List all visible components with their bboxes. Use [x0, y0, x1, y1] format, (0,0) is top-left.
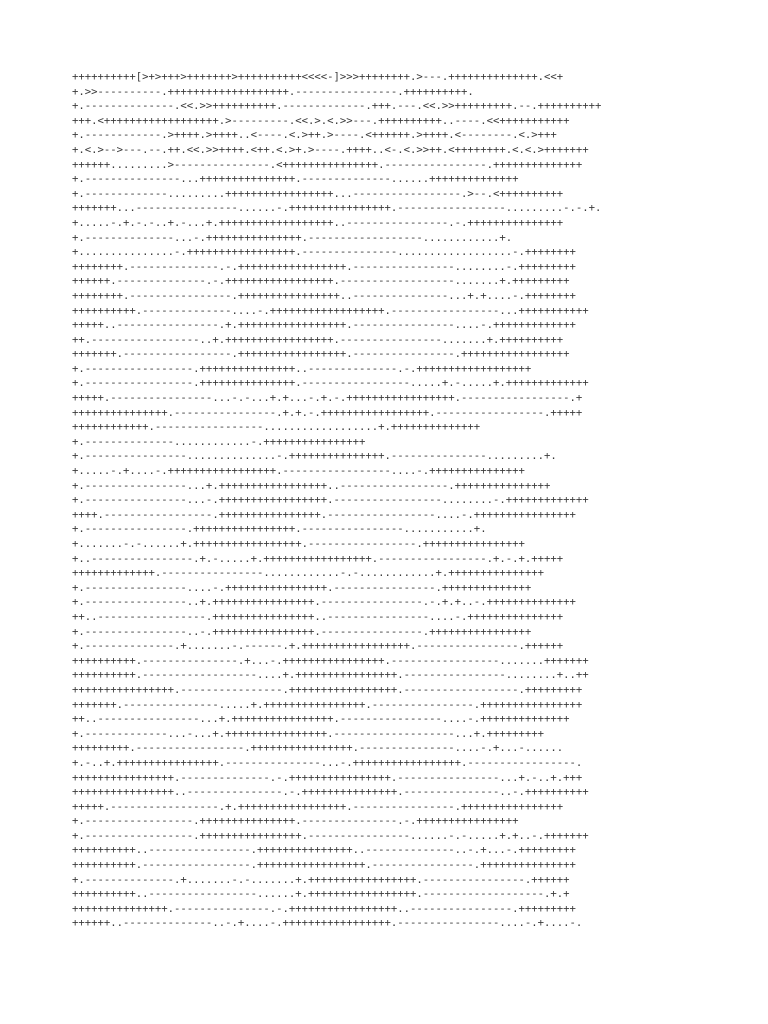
code-line: ++++++++++++++++.--------------.-.++++++++++++++++.----------------...+.-..+.+++: [72, 771, 583, 784]
code-line: ++++++++++.---------------.+...-.++++++++++++++++.-----------------.......+++++++: [72, 654, 589, 667]
code-line: ++++++.........>---------------.<+++++++++++++++.----------------.++++++++++++++: [72, 158, 583, 171]
code-line: +++++++++.-----------------.++++++++++++++++.---------------....-.+...-......: [72, 742, 564, 755]
code-line: +++++++++++++.----------------............-.-............+.+++++++++++++++: [72, 567, 544, 580]
code-line: +++++++++++++++.---------------.-.+++++++++++++++++..----------------.+++++++++: [72, 902, 576, 915]
code-line: +++++++.---------------.....+.++++++++++++++++.----------------.++++++++++++++++: [72, 698, 583, 711]
code-line: ++++++++++..-----------------......+.+++++++++++++++++.-------------------.+.+: [72, 888, 570, 901]
code-line: ++++++..--------------..-.+....-.+++++++++++++++++.----------------....-.+....-.: [72, 917, 583, 930]
code-line: ++++++++++.--------------....-.++++++++++++++++++.-----------------...+++++++++++: [72, 304, 589, 317]
code-line: ++.-----------------..+.+++++++++++++++++.----------------.......+.++++++++++: [72, 333, 564, 346]
code-line: +++++++++++++++.----------------.+.+.-.+++++++++++++++++.-----------------.+++++: [72, 406, 583, 419]
code-line: ++++++++++..----------------.+++++++++++++++..--------------..-.+...-.+++++++++: [72, 844, 576, 857]
code-line: ++++++++++++.-----------------..................+.++++++++++++++: [72, 421, 481, 434]
code-line: +++++.-----------------.+.+++++++++++++++++.----------------.++++++++++++++++: [72, 800, 564, 813]
code-line: ++..----------------...+.++++++++++++++++.----------------....-.++++++++++++++: [72, 713, 570, 726]
code-line: ++++++++.----------------.++++++++++++++++..---------------...+.+....-.++++++++: [72, 289, 576, 302]
code-line: +.-----------------.+++++++++++++++.---------------.-.++++++++++++++++: [72, 815, 519, 828]
code-line: ++++++++++.-----------------.+++++++++++++++++.----------------.+++++++++++++++: [72, 859, 576, 872]
code-line: +.----------------.++++++++++++++++.----------------...........+.: [72, 523, 487, 536]
code-line: +.....-.+.-.-..+.-...+.++++++++++++++++++..----------------.-.+++++++++++++++: [72, 216, 564, 229]
code-line: ++..-----------------.++++++++++++++++..----------------....-.+++++++++++++++: [72, 610, 564, 623]
code-line: +.----------------....-.++++++++++++++++.----------------.++++++++++++++: [72, 581, 532, 594]
code-line: ++++++++++[>+>+++>+++++++>++++++++++<<<<-]>>>++++++++.>---.++++++++++++++.<<+: [72, 71, 564, 83]
code-line: +.-------------.........+++++++++++++++++...-----------------.>--.<++++++++++: [72, 187, 564, 200]
code-line: +.----------------...+.+++++++++++++++++..-----------------.+++++++++++++++: [72, 479, 551, 492]
code-line: +++++..----------------.+.+++++++++++++++++.----------------....-.+++++++++++++: [72, 319, 576, 332]
code-line: +.----------------...-.+++++++++++++++++.-----------------........-.+++++++++++++: [72, 494, 589, 507]
code-line: +++.<++++++++++++++++++.>---------.<<.>.<.>>---.++++++++++..----.<<+++++++++++: [72, 114, 570, 127]
code-line: +.--------------............-.++++++++++++++++: [72, 435, 366, 448]
code-line: ++++++++++++++++..---------------.-.+++++++++++++++.---------------..-.++++++++++: [72, 786, 589, 799]
code-line: +.----------------..............-.+++++++++++++++.---------------.........+.: [72, 450, 557, 463]
code-line: +.....-.+....-.+++++++++++++++++.-----------------....-.+++++++++++++++: [72, 465, 525, 478]
code-line: +++++.----------------...-.-...+.+...-.+.-.+++++++++++++++++.-----------------.+: [72, 392, 583, 405]
code-line: +.-----------------.++++++++++++++++.----------------......-.-.....+.+..-.+++++++: [72, 829, 589, 842]
code-line: +..----------------.+.-.....+.+++++++++++++++++.-----------------.+.-.+.+++++: [72, 552, 564, 565]
code-line: +...............-.+++++++++++++++++.---------------..................-.++++++++: [72, 246, 576, 259]
code-line: ++++++++++.------------------....+.++++++++++++++++.----------------........+..++: [72, 669, 589, 682]
code-line: +++++++...----------------......-.++++++++++++++++.-----------------.........-.-.+.: [72, 202, 602, 215]
code-line: +.>>----------.+++++++++++++++++++.----------------.++++++++++.: [72, 85, 474, 98]
code-line: +.-------------...-...+.++++++++++++++++.-------------------...+.+++++++++: [72, 727, 544, 740]
code-line: +.-----------------.+++++++++++++++..--------------.-.++++++++++++++++++: [72, 362, 532, 375]
code-line: +.--------------.+.......-.------.+.+++++++++++++++++.----------------.++++++: [72, 640, 564, 653]
code-line: ++++.-----------------.++++++++++++++++.-----------------....-.++++++++++++++++: [72, 508, 576, 521]
code-line: +.----------------..-.++++++++++++++++.----------------.++++++++++++++++: [72, 625, 532, 638]
code-line: +.--------------.+.......-.-.......+.+++++++++++++++++.----------------.++++++: [72, 873, 570, 886]
code-line: +.--------------.<<.>>++++++++++.-------------.+++.---.<<.>>+++++++++.--.++++++++++: [72, 100, 602, 113]
code-line: ++++++++++++++++.----------------.+++++++++++++++++.------------------.+++++++++: [72, 683, 583, 696]
code-line: +.<.>-->---.--.++.<<.>>++++.<++.<.>+.>----.++++..<-.<.>>++.<++++++++.<.<.>+++++++: [72, 143, 589, 156]
code-listing: [72, 70, 700, 931]
code-line: ++++++++.--------------.-.+++++++++++++++++.----------------........-.+++++++++: [72, 260, 576, 273]
code-line: +.----------------..+.++++++++++++++++.----------------.-.+.+..-.++++++++++++++: [72, 596, 576, 609]
code-line: +.------------.>++++.>++++..<----.<.>++.>----.<++++++.>++++.<--------.<.>+++: [72, 129, 557, 142]
code-line: ++++++.--------------.-.+++++++++++++++++.------------------.......+.+++++++++: [72, 275, 570, 288]
code-line: +.--------------...-.+++++++++++++++.------------------............+.: [72, 231, 513, 244]
code-line: +.---------------...+++++++++++++++.--------------......++++++++++++++: [72, 173, 519, 186]
code-line: +.-..+.++++++++++++++++.---------------...-.+++++++++++++++++.-----------------.: [72, 756, 583, 769]
code-line: +.......-.-......+.+++++++++++++++++.-----------------.++++++++++++++++: [72, 538, 525, 550]
code-line: +++++++.-----------------.+++++++++++++++++.----------------.+++++++++++++++++: [72, 348, 570, 361]
code-line: +.-----------------.+++++++++++++++.-----------------.....+.-.....+.+++++++++++++: [72, 377, 589, 390]
